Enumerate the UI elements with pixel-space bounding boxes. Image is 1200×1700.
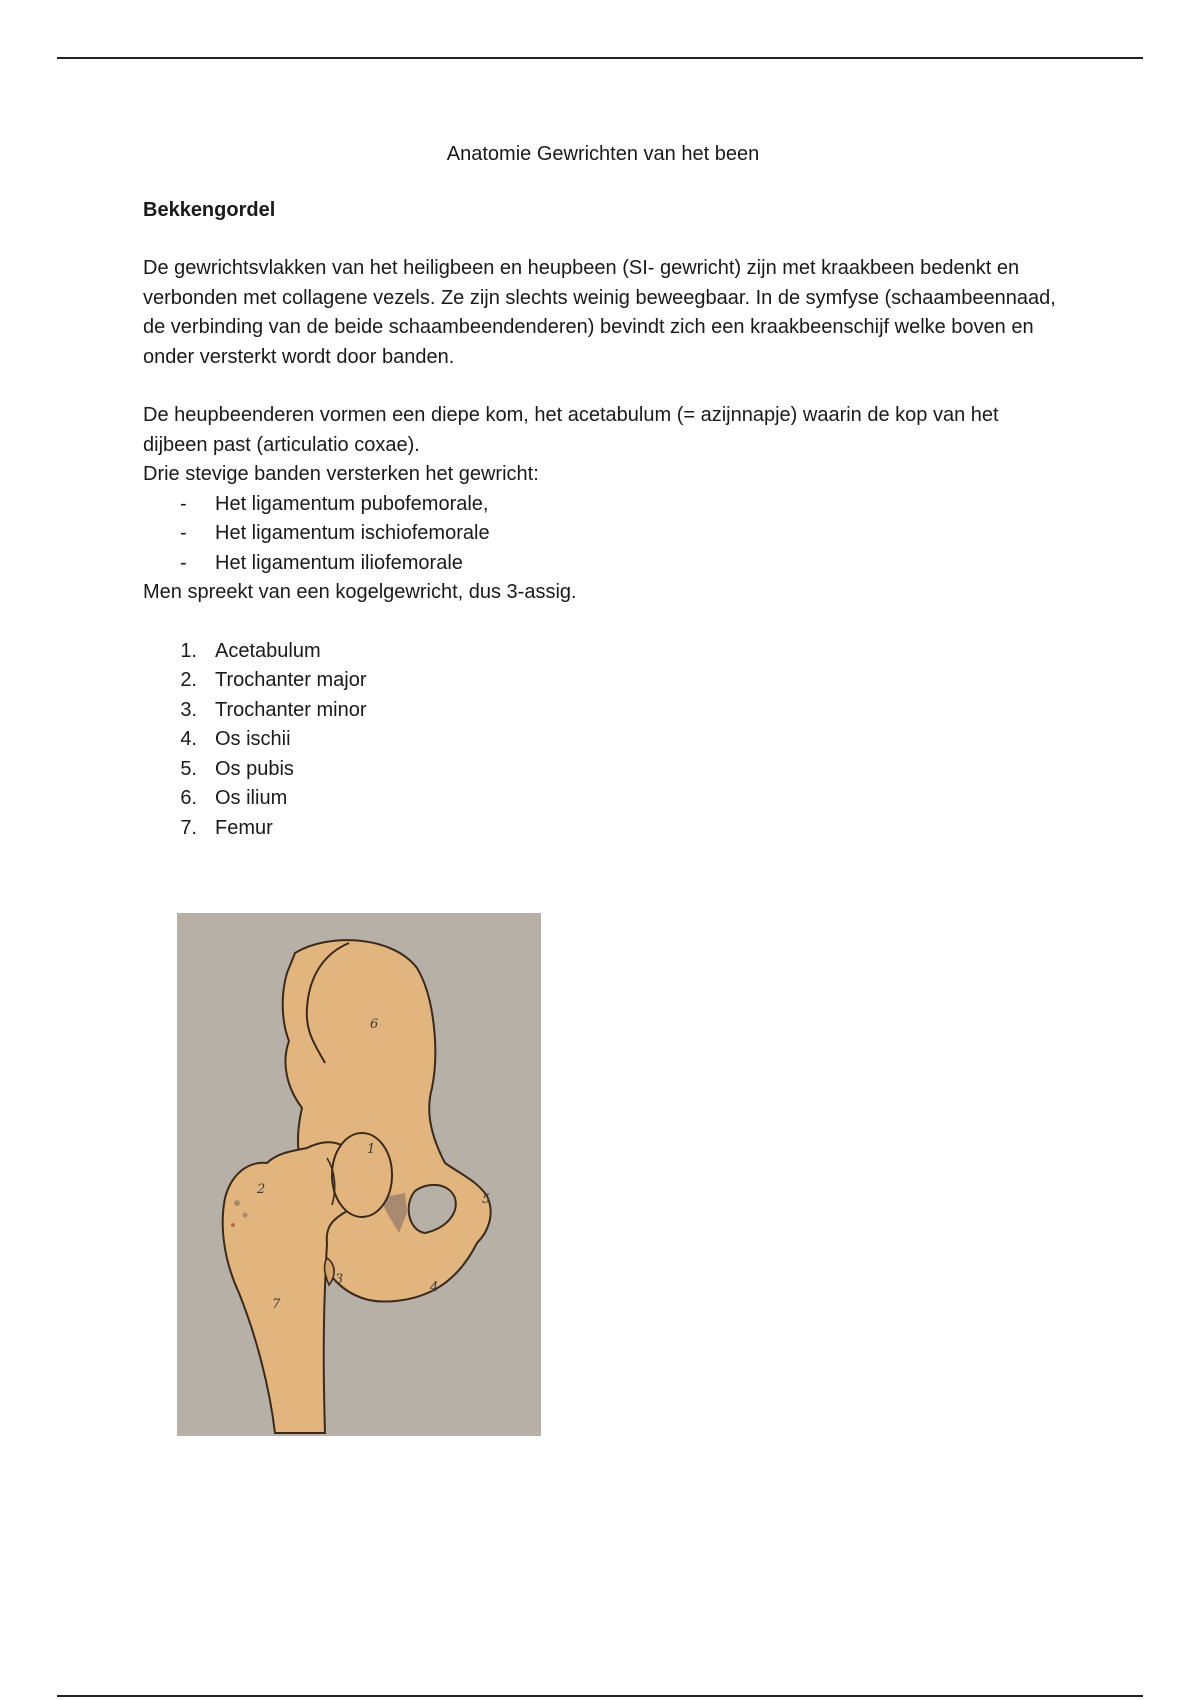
parts-list-item [143, 755, 1063, 785]
document-body [143, 140, 1063, 843]
list-number: 4. [180, 728, 197, 750]
parts-list-item [143, 784, 1063, 814]
list-label: Os pubis [215, 757, 294, 780]
figure-label: 7 [272, 1297, 281, 1312]
list-label: Trochanter minor [215, 698, 367, 721]
list-number: 3. [180, 698, 197, 721]
list-label: Acetabulum [215, 639, 321, 662]
ligament-list [143, 490, 1063, 579]
top-rule [57, 57, 1143, 59]
paragraph-conclusion: Men spreekt van een kogelgewricht, dus 3-assig. [143, 581, 577, 603]
parts-list-item [143, 696, 1063, 726]
ligament-item: - Het ligamentum ischiofemorale [143, 519, 1063, 549]
paragraph-si-joint: De gewrichtsvlakken van het heiligbeen en heupbeen (SI- gewricht) zijn met kraakbeen bedenkt en verbonden met collagene vezels. Ze zijn slechts weinig beweegbaar. In de symfyse (schaambeennaad, de verbinding van de beide schaambeendenderen) bevindt zich een kraakbeenschijf welke boven en onder versterkt wordt door banden. [143, 257, 1056, 368]
list-number: 7. [180, 816, 197, 839]
bottom-rule [57, 1695, 1143, 1697]
list-label: Femur [215, 816, 273, 839]
list-label: Trochanter major [215, 669, 367, 691]
list-number: 6. [180, 787, 197, 809]
ligament-item: - Het ligamentum pubofemorale, [143, 490, 1063, 520]
hip-joint-illustration [177, 913, 541, 1436]
parts-list-item [143, 814, 1063, 844]
list-label: Os ischii [215, 728, 291, 750]
paragraph-acetabulum: De heupbeenderen vormen een diepe kom, het acetabulum (= azijnnapje) waarin de kop van het dijbeen past (articulatio coxae). [143, 404, 999, 456]
figure-label: 2 [257, 1182, 266, 1197]
trochanter-speckle [231, 1223, 235, 1227]
list-number: 5. [180, 757, 197, 780]
figure-label: 3 [335, 1272, 344, 1287]
trochanter-speckle [243, 1213, 248, 1218]
figure-label: 1 [367, 1142, 376, 1157]
figure-label: 6 [370, 1017, 379, 1032]
parts-list-item [143, 725, 1063, 755]
page-title: Anatomie Gewrichten van het been [446, 143, 760, 165]
ligament-item: - Het ligamentum iliofemorale [143, 549, 1063, 579]
figure-label: 5 [482, 1192, 491, 1207]
list-number: 1. [180, 639, 197, 662]
femoral-head [332, 1133, 392, 1217]
hip-joint-figure [177, 913, 541, 1436]
trochanter-speckle [234, 1200, 240, 1206]
figure-label: 4 [430, 1280, 439, 1295]
section-heading: Bekkengordel [143, 198, 276, 221]
parts-list [143, 637, 1063, 844]
list-label: Os ilium [215, 787, 288, 809]
parts-list-item [143, 666, 1063, 696]
paragraph-ligaments-intro: Drie stevige banden versterken het gewricht: [143, 463, 539, 485]
list-number: 2. [180, 669, 197, 691]
parts-list-item [143, 637, 1063, 667]
